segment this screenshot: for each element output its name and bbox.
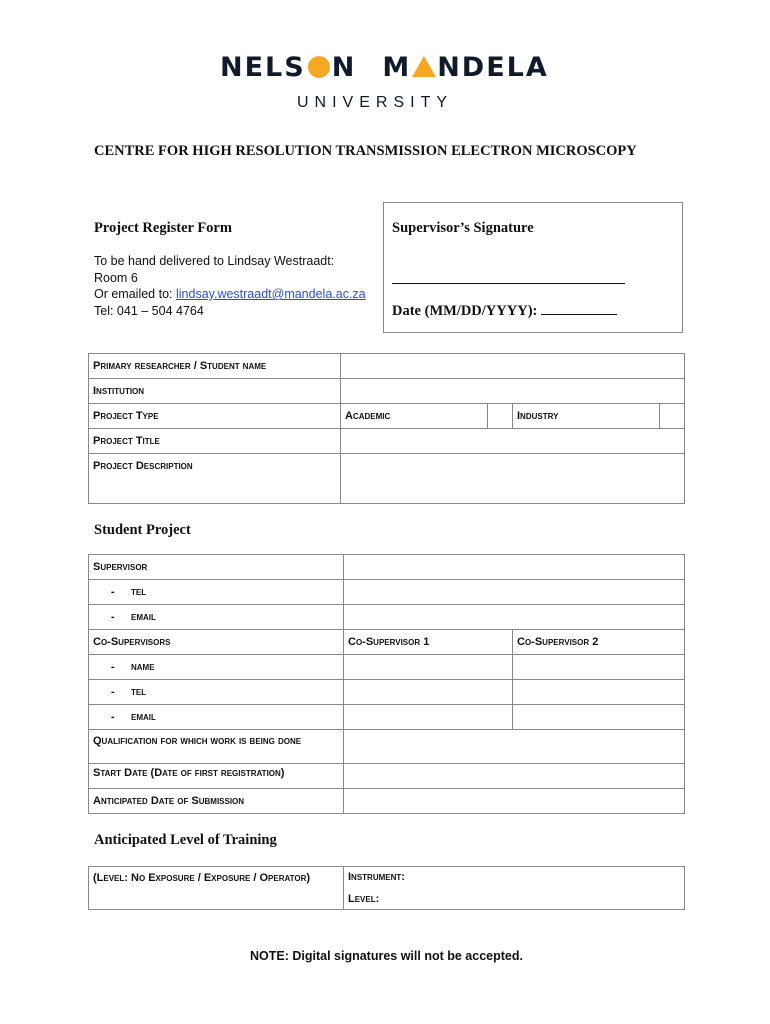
- student-project-table: [88, 554, 685, 814]
- checkbox-academic[interactable]: [488, 404, 513, 429]
- label-industry: Industry: [513, 404, 660, 429]
- instruction-line-1: To be hand delivered to Lindsay Westraadt:: [94, 254, 335, 268]
- input-co2-tel[interactable]: [513, 680, 685, 705]
- label-co-supervisor-1: Co-Supervisor 1: [344, 630, 513, 655]
- instruction-line-3: [94, 286, 366, 303]
- label-supervisor-email: - email: [89, 605, 344, 630]
- input-start-date[interactable]: [344, 764, 685, 789]
- label-project-description: Project Description: [89, 454, 341, 504]
- date-input-line[interactable]: [541, 302, 617, 315]
- input-project-title[interactable]: [341, 429, 685, 454]
- logo-text-2: N: [331, 52, 357, 83]
- input-supervisor-tel[interactable]: [344, 580, 685, 605]
- signature-line[interactable]: [392, 283, 625, 284]
- form-title: Project Register Form: [94, 220, 232, 236]
- instruction-line-2: Room 6: [94, 270, 138, 285]
- training-table: [88, 866, 685, 910]
- logo-sun-icon: [308, 56, 330, 78]
- project-table: [88, 353, 685, 504]
- instruction-line-4: Tel: 041 – 504 4764: [94, 303, 204, 318]
- input-co1-name[interactable]: [344, 655, 513, 680]
- input-supervisor[interactable]: [344, 555, 685, 580]
- training-heading: Anticipated Level of Training: [94, 832, 277, 848]
- label-qualification: Qualification for which work is being done: [89, 730, 344, 764]
- input-anticipated-submission[interactable]: [344, 789, 685, 814]
- student-project-heading: Student Project: [94, 522, 191, 538]
- label-anticipated-submission: Anticipated Date of Submission: [89, 789, 344, 814]
- email-link[interactable]: lindsay.westraadt@mandela.ac.za: [175, 287, 366, 301]
- input-co1-tel[interactable]: [344, 680, 513, 705]
- note-text: NOTE: Digital signatures will not be accepted.: [250, 949, 523, 963]
- label-co-supervisor-2: Co-Supervisor 2: [513, 630, 685, 655]
- input-co1-email[interactable]: [344, 705, 513, 730]
- date-field: [392, 302, 617, 320]
- label-start-date: Start Date (Date of first registration): [89, 764, 344, 789]
- label-instrument: Instrument:: [348, 871, 405, 883]
- checkbox-industry[interactable]: [660, 404, 685, 429]
- label-primary-researcher: Primary researcher / Student name: [89, 354, 341, 379]
- label-co-email: - email: [89, 705, 344, 730]
- input-qualification[interactable]: [344, 730, 685, 764]
- label-level-of-training: (Level: No Exposure / Exposure / Operator): [89, 867, 344, 910]
- delivery-instructions: [94, 253, 366, 319]
- logo-text-1: NELS: [220, 52, 306, 83]
- logo-university: UNIVERSITY: [297, 94, 454, 111]
- input-co2-name[interactable]: [513, 655, 685, 680]
- label-co-tel: - tel: [89, 680, 344, 705]
- label-supervisor-tel: - tel: [89, 580, 344, 605]
- logo-text-4: NDELA: [437, 52, 549, 83]
- label-level: Level:: [348, 893, 380, 905]
- input-project-description[interactable]: [341, 454, 685, 504]
- label-academic: Academic: [341, 404, 488, 429]
- label-project-type: Project Type: [89, 404, 341, 429]
- input-co2-email[interactable]: [513, 705, 685, 730]
- input-institution[interactable]: [341, 379, 685, 404]
- label-institution: Institution: [89, 379, 341, 404]
- logo-triangle-icon: [412, 56, 436, 77]
- label-supervisor: Supervisor: [89, 555, 344, 580]
- logo-text-3: M: [382, 52, 412, 83]
- input-supervisor-email[interactable]: [344, 605, 685, 630]
- input-primary-researcher[interactable]: [341, 354, 685, 379]
- university-logo: [220, 52, 549, 83]
- label-co-supervisors: Co-Supervisors: [89, 630, 344, 655]
- instruction-email-prefix: Or emailed to:: [94, 287, 176, 301]
- training-instrument-level[interactable]: [344, 867, 685, 910]
- signature-title: Supervisor’s Signature: [392, 220, 534, 236]
- label-project-title: Project Title: [89, 429, 341, 454]
- date-label: Date (MM/DD/YYYY):: [392, 303, 538, 319]
- label-co-name: - name: [89, 655, 344, 680]
- centre-title: CENTRE FOR HIGH RESOLUTION TRANSMISSION ELECTRON MICROSCOPY: [94, 143, 637, 159]
